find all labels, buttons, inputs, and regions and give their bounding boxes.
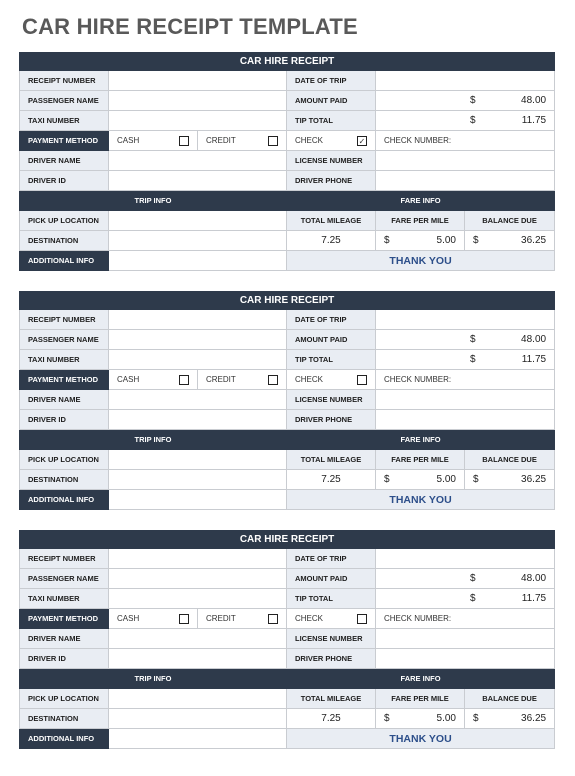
receipt-number-label: RECEIPT NUMBER — [20, 310, 109, 330]
tip-total-currency: $ — [470, 115, 476, 126]
balance-due-currency: $ — [473, 474, 479, 485]
balance-due-value: 36.25 — [521, 474, 547, 485]
balance-due-label: BALANCE DUE — [465, 689, 555, 709]
balance-due-label: BALANCE DUE — [465, 450, 555, 470]
date-of-trip-label: DATE OF TRIP — [287, 310, 376, 330]
additional-info-label: ADDITIONAL INFO — [20, 490, 109, 510]
credit-checkbox[interactable] — [268, 614, 278, 624]
license-number-field[interactable] — [376, 390, 555, 410]
passenger-name-field[interactable] — [109, 569, 287, 589]
license-number-label: LICENSE NUMBER — [287, 151, 376, 171]
license-number-label: LICENSE NUMBER — [287, 390, 376, 410]
tip-total-value: 11.75 — [521, 115, 547, 126]
check-option[interactable] — [287, 131, 376, 151]
fare-per-mile-currency: $ — [384, 474, 390, 485]
pick-up-location-field[interactable] — [109, 211, 287, 231]
passenger-name-label: PASSENGER NAME — [20, 330, 109, 350]
total-mileage-value[interactable]: 7.25 — [287, 231, 376, 251]
receipt-header: CAR HIRE RECEIPT — [20, 292, 555, 310]
fare-per-mile-label: FARE PER MILE — [376, 211, 465, 231]
fare-info-header: FARE INFO — [287, 191, 555, 211]
balance-due-value: 36.25 — [521, 235, 547, 246]
destination-field[interactable] — [109, 470, 287, 490]
total-mileage-value[interactable]: 7.25 — [287, 470, 376, 490]
balance-due-currency: $ — [473, 713, 479, 724]
additional-info-label: ADDITIONAL INFO — [20, 251, 109, 271]
check-label: CHECK — [295, 375, 324, 384]
date-of-trip-label: DATE OF TRIP — [287, 71, 376, 91]
fare-info-header: FARE INFO — [287, 430, 555, 450]
driver-phone-field[interactable] — [376, 410, 555, 430]
fare-per-mile-currency: $ — [384, 235, 390, 246]
additional-info-field[interactable] — [109, 490, 287, 510]
balance-due-currency: $ — [473, 235, 479, 246]
tip-total-label: TIP TOTAL — [287, 350, 376, 370]
amount-paid-label: AMOUNT PAID — [287, 91, 376, 111]
driver-name-label: DRIVER NAME — [20, 151, 109, 171]
destination-label: DESTINATION — [20, 231, 109, 251]
driver-phone-field[interactable] — [376, 649, 555, 669]
destination-field[interactable] — [109, 709, 287, 729]
amount-paid-currency: $ — [470, 573, 476, 584]
passenger-name-field[interactable] — [109, 91, 287, 111]
license-number-field[interactable] — [376, 629, 555, 649]
fare-per-mile-currency: $ — [384, 713, 390, 724]
tip-total-value: 11.75 — [521, 593, 547, 604]
driver-id-label: DRIVER ID — [20, 171, 109, 191]
driver-phone-label: DRIVER PHONE — [287, 649, 376, 669]
amount-paid-field[interactable] — [376, 330, 555, 350]
cash-label: CASH — [117, 136, 140, 145]
destination-label: DESTINATION — [20, 470, 109, 490]
cash-checkbox[interactable] — [179, 375, 189, 385]
driver-id-field[interactable] — [109, 410, 287, 430]
destination-field[interactable] — [109, 231, 287, 251]
driver-name-field[interactable] — [109, 151, 287, 171]
payment-method-label: PAYMENT METHOD — [20, 609, 109, 629]
credit-label: CREDIT — [206, 136, 236, 145]
check-number-label: CHECK NUMBER: — [384, 375, 452, 384]
license-number-field[interactable] — [376, 151, 555, 171]
driver-phone-label: DRIVER PHONE — [287, 410, 376, 430]
receipt-1 — [19, 52, 555, 271]
check-checkbox[interactable] — [357, 375, 367, 385]
check-option[interactable] — [287, 370, 376, 390]
taxi-number-field[interactable] — [109, 111, 287, 131]
credit-option[interactable] — [198, 609, 287, 629]
passenger-name-field[interactable] — [109, 330, 287, 350]
check-number-label: CHECK NUMBER: — [384, 136, 452, 145]
balance-due-value: 36.25 — [521, 713, 547, 724]
check-number-field[interactable] — [376, 131, 555, 151]
amount-paid-label: AMOUNT PAID — [287, 569, 376, 589]
date-of-trip-field[interactable] — [376, 310, 555, 330]
fare-per-mile-value: 5.00 — [436, 713, 456, 724]
fare-info-header: FARE INFO — [287, 669, 555, 689]
total-mileage-label: TOTAL MILEAGE — [287, 211, 376, 231]
fare-per-mile-field[interactable] — [376, 709, 465, 729]
thank-you-note: THANK YOU — [287, 490, 555, 510]
receipt-3 — [19, 530, 555, 749]
tip-total-label: TIP TOTAL — [287, 589, 376, 609]
tip-total-currency: $ — [470, 593, 476, 604]
page-title: CAR HIRE RECEIPT TEMPLATE — [22, 14, 358, 39]
receipt-number-field[interactable] — [109, 71, 287, 91]
driver-id-field[interactable] — [109, 649, 287, 669]
fare-per-mile-field[interactable] — [376, 470, 465, 490]
taxi-number-field[interactable] — [109, 589, 287, 609]
check-number-label: CHECK NUMBER: — [384, 614, 452, 623]
passenger-name-label: PASSENGER NAME — [20, 569, 109, 589]
tip-total-field[interactable] — [376, 350, 555, 370]
thank-you-note: THANK YOU — [287, 251, 555, 271]
thank-you-note: THANK YOU — [287, 729, 555, 749]
passenger-name-label: PASSENGER NAME — [20, 91, 109, 111]
cash-checkbox[interactable] — [179, 614, 189, 624]
taxi-number-label: TAXI NUMBER — [20, 589, 109, 609]
additional-info-label: ADDITIONAL INFO — [20, 729, 109, 749]
balance-due-label: BALANCE DUE — [465, 211, 555, 231]
cash-option[interactable] — [109, 609, 198, 629]
driver-name-label: DRIVER NAME — [20, 390, 109, 410]
cash-label: CASH — [117, 614, 140, 623]
check-label: CHECK — [295, 614, 324, 623]
credit-option[interactable] — [198, 370, 287, 390]
balance-due-field[interactable] — [465, 470, 555, 490]
additional-info-field[interactable] — [109, 251, 287, 271]
fare-per-mile-value: 5.00 — [436, 235, 456, 246]
driver-name-field[interactable] — [109, 390, 287, 410]
tip-total-value: 11.75 — [521, 354, 547, 365]
taxi-number-field[interactable] — [109, 350, 287, 370]
credit-label: CREDIT — [206, 375, 236, 384]
balance-due-field[interactable] — [465, 709, 555, 729]
cash-option[interactable] — [109, 131, 198, 151]
receipt-number-field[interactable] — [109, 310, 287, 330]
amount-paid-value: 48.00 — [521, 95, 547, 106]
check-label: CHECK — [295, 136, 324, 145]
credit-label: CREDIT — [206, 614, 236, 623]
credit-checkbox[interactable] — [268, 136, 278, 146]
amount-paid-currency: $ — [470, 334, 476, 345]
pick-up-location-field[interactable] — [109, 450, 287, 470]
payment-method-label: PAYMENT METHOD — [20, 131, 109, 151]
driver-id-label: DRIVER ID — [20, 410, 109, 430]
driver-name-field[interactable] — [109, 629, 287, 649]
receipt-number-field[interactable] — [109, 549, 287, 569]
amount-paid-currency: $ — [470, 95, 476, 106]
fare-per-mile-label: FARE PER MILE — [376, 689, 465, 709]
pick-up-location-field[interactable] — [109, 689, 287, 709]
amount-paid-value: 48.00 — [521, 334, 547, 345]
check-number-field[interactable] — [376, 370, 555, 390]
amount-paid-field[interactable] — [376, 91, 555, 111]
amount-paid-label: AMOUNT PAID — [287, 330, 376, 350]
amount-paid-field[interactable] — [376, 569, 555, 589]
total-mileage-label: TOTAL MILEAGE — [287, 450, 376, 470]
tip-total-label: TIP TOTAL — [287, 111, 376, 131]
taxi-number-label: TAXI NUMBER — [20, 350, 109, 370]
driver-phone-field[interactable] — [376, 171, 555, 191]
taxi-number-label: TAXI NUMBER — [20, 111, 109, 131]
total-mileage-label: TOTAL MILEAGE — [287, 689, 376, 709]
pick-up-location-label: PICK UP LOCATION — [20, 211, 109, 231]
cash-checkbox[interactable] — [179, 136, 189, 146]
tip-total-field[interactable] — [376, 589, 555, 609]
receipt-number-label: RECEIPT NUMBER — [20, 71, 109, 91]
date-of-trip-label: DATE OF TRIP — [287, 549, 376, 569]
driver-id-label: DRIVER ID — [20, 649, 109, 669]
date-of-trip-field[interactable] — [376, 549, 555, 569]
pick-up-location-label: PICK UP LOCATION — [20, 689, 109, 709]
check-checkbox[interactable]: ✓ — [358, 136, 366, 146]
trip-info-header: TRIP INFO — [20, 669, 287, 689]
destination-label: DESTINATION — [20, 709, 109, 729]
tip-total-field[interactable] — [376, 111, 555, 131]
credit-checkbox[interactable] — [268, 375, 278, 385]
driver-name-label: DRIVER NAME — [20, 629, 109, 649]
date-of-trip-field[interactable] — [376, 71, 555, 91]
receipt-header: CAR HIRE RECEIPT — [20, 531, 555, 549]
payment-method-label: PAYMENT METHOD — [20, 370, 109, 390]
trip-info-header: TRIP INFO — [20, 430, 287, 450]
license-number-label: LICENSE NUMBER — [287, 629, 376, 649]
driver-id-field[interactable] — [109, 171, 287, 191]
cash-option[interactable] — [109, 370, 198, 390]
pick-up-location-label: PICK UP LOCATION — [20, 450, 109, 470]
trip-info-header: TRIP INFO — [20, 191, 287, 211]
fare-per-mile-label: FARE PER MILE — [376, 450, 465, 470]
cash-label: CASH — [117, 375, 140, 384]
receipt-number-label: RECEIPT NUMBER — [20, 549, 109, 569]
receipt-header: CAR HIRE RECEIPT — [20, 53, 555, 71]
fare-per-mile-value: 5.00 — [436, 474, 456, 485]
amount-paid-value: 48.00 — [521, 573, 547, 584]
check-checkbox[interactable] — [357, 614, 367, 624]
credit-option[interactable] — [198, 131, 287, 151]
additional-info-field[interactable] — [109, 729, 287, 749]
check-option[interactable] — [287, 609, 376, 629]
tip-total-currency: $ — [470, 354, 476, 365]
driver-phone-label: DRIVER PHONE — [287, 171, 376, 191]
total-mileage-value[interactable]: 7.25 — [287, 709, 376, 729]
fare-per-mile-field[interactable] — [376, 231, 465, 251]
balance-due-field[interactable] — [465, 231, 555, 251]
receipt-2 — [19, 291, 555, 510]
check-number-field[interactable] — [376, 609, 555, 629]
